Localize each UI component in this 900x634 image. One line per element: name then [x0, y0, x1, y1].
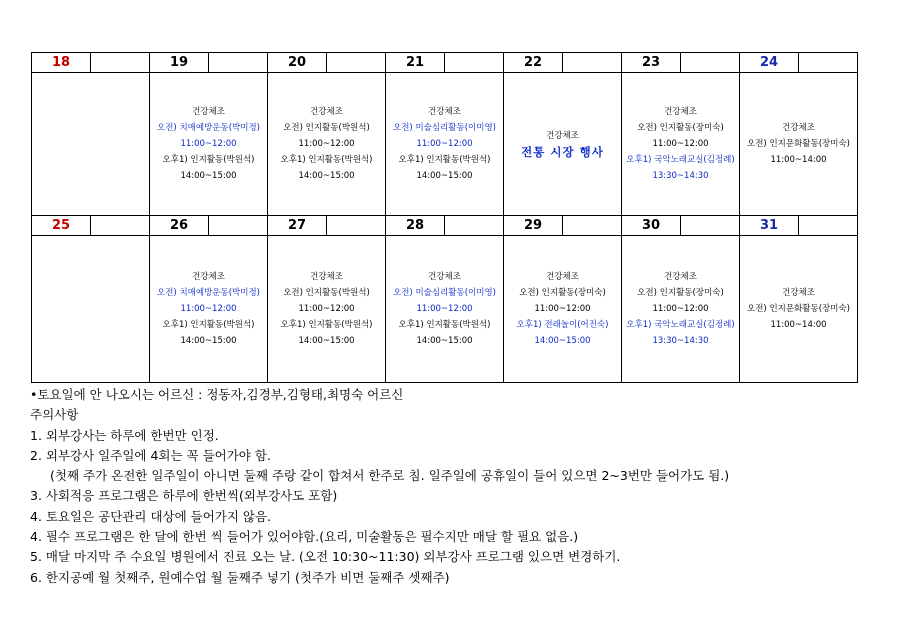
activity-line: 오전) 인지활동(장미숙)	[519, 288, 606, 298]
day-cell	[268, 73, 386, 216]
note-item: 5. 매달 마지막 주 수요일 병원에서 진료 오는 날. (오전 10:30~11:30) 외부강사 프로그램 있으면 변경하기.	[30, 549, 621, 565]
activity-line: 오전) 치매예방운동(박미정)	[157, 288, 260, 298]
day-cell	[32, 236, 150, 383]
activity-line: 11:00~12:00	[652, 139, 709, 149]
day-number: 27	[268, 216, 327, 236]
activity-title: 건강체조	[782, 288, 815, 298]
activity-line: 11:00~12:00	[180, 304, 237, 314]
activity-line: 14:00~15:00	[180, 336, 237, 346]
day-number: 19	[150, 53, 209, 73]
note-item: (첫째 주가 온전한 일주일이 아니면 둘째 주랑 같이 합쳐서 한주로 침. 일주일에 공휴일이 들어 있으면 2~3번만 들어가도 됨.)	[50, 468, 730, 484]
activity-line: 오전) 인지활동(박원석)	[283, 123, 370, 133]
notes-heading: 주의사항	[30, 407, 79, 423]
activity-line: 오전) 인지활동(장미숙)	[637, 123, 724, 133]
day-number: 23	[622, 53, 681, 73]
activity-line: 11:00~12:00	[652, 304, 709, 314]
activity-line: 오후1) 인지활동(박원석)	[398, 155, 491, 165]
day-header-blank	[327, 216, 386, 236]
activity-line: 오후1) 인지활동(박원석)	[162, 155, 255, 165]
week-header-row	[32, 216, 858, 236]
activity-line: 오후1) 인지활동(박원석)	[162, 320, 255, 330]
note-item: 1. 외부강사는 하루에 한번만 인정.	[30, 427, 219, 443]
activity-line: 오전) 치매예방운동(박미정)	[157, 123, 260, 133]
notes-section	[30, 385, 729, 588]
activity-line: 11:00~12:00	[298, 139, 355, 149]
activity-line: 오전) 인지문화활동(장미숙)	[747, 304, 850, 314]
activity-line: 오후1) 전래놀이(어진숙)	[516, 320, 609, 330]
day-header-blank	[91, 216, 150, 236]
day-number: 22	[504, 53, 563, 73]
activity-title: 건강체조	[428, 107, 461, 117]
day-number: 30	[622, 216, 681, 236]
week-body-row	[32, 236, 858, 383]
activity-title: 건강체조	[664, 272, 697, 282]
day-header-blank	[327, 53, 386, 73]
day-number: 25	[32, 216, 91, 236]
activity-title: 건강체조	[310, 107, 343, 117]
day-number: 28	[386, 216, 445, 236]
week-header-row	[32, 53, 858, 73]
activity-line: 13:30~14:30	[652, 336, 709, 346]
activity-title: 건강체조	[546, 131, 579, 141]
day-cell	[386, 73, 504, 216]
activity-line: 전통 시장 행사	[521, 145, 604, 159]
activity-line: 14:00~15:00	[416, 336, 473, 346]
activity-line: 11:00~12:00	[416, 304, 473, 314]
note-item: 2. 외부강사 일주일에 4회는 꼭 들어가야 함.	[30, 447, 271, 463]
activity-line: 오전) 미술심리활동(이미영)	[393, 288, 496, 298]
activity-line: 14:00~15:00	[416, 171, 473, 181]
day-cell	[622, 236, 740, 383]
activity-line: 11:00~12:00	[298, 304, 355, 314]
day-number: 21	[386, 53, 445, 73]
activity-title: 건강체조	[192, 107, 225, 117]
activity-line: 11:00~14:00	[770, 320, 827, 330]
activity-line: 11:00~12:00	[534, 304, 591, 314]
activity-line: 오전) 미술심리활동(이미영)	[393, 123, 496, 133]
saturday-absent-note: •토요일에 안 나오시는 어르신 : 정동자,김경부,김형태,최명숙 어르신	[30, 387, 404, 402]
activity-line: 14:00~15:00	[534, 336, 591, 346]
note-item: 6. 한지공예 월 첫째주, 원예수업 월 둘째주 넣기 (첫주가 비면 둘째주 셋째주)	[30, 569, 450, 585]
day-cell	[622, 73, 740, 216]
activity-line: 오전) 인지문화활동(장미숙)	[747, 139, 850, 149]
day-number: 29	[504, 216, 563, 236]
day-cell	[504, 236, 622, 383]
note-item: 4. 토요일은 공단관리 대상에 들어가지 않음.	[30, 508, 272, 524]
activity-title: 건강체조	[546, 272, 579, 282]
day-number: 31	[740, 216, 799, 236]
activity-line: 오전) 인지활동(박원석)	[283, 288, 370, 298]
activity-title: 건강체조	[782, 123, 815, 133]
day-header-blank	[563, 53, 622, 73]
day-header-blank	[799, 216, 858, 236]
activity-line: 14:00~15:00	[298, 171, 355, 181]
activity-line: 오전) 인지활동(장미숙)	[637, 288, 724, 298]
activity-title: 건강체조	[428, 272, 461, 282]
activity-line: 오후1) 인지활동(박원석)	[280, 320, 373, 330]
activity-title: 건강체조	[192, 272, 225, 282]
day-header-blank	[209, 216, 268, 236]
day-cell	[268, 236, 386, 383]
activity-line: 13:30~14:30	[652, 171, 709, 181]
activity-line: 오후1) 국악노래교실(김정례)	[626, 320, 735, 330]
day-cell	[386, 236, 504, 383]
day-header-blank	[445, 53, 504, 73]
week-body-row	[32, 73, 858, 216]
note-item: 3. 사회적응 프로그램은 하루에 한번씩(외부강사도 포함)	[30, 488, 338, 504]
activity-title: 건강체조	[310, 272, 343, 282]
day-header-blank	[91, 53, 150, 73]
activity-title: 건강체조	[664, 107, 697, 117]
day-header-blank	[681, 53, 740, 73]
activity-line: 오후1) 국악노래교실(김정례)	[626, 155, 735, 165]
day-cell	[740, 236, 858, 383]
activity-line: 14:00~15:00	[180, 171, 237, 181]
activity-line: 14:00~15:00	[298, 336, 355, 346]
activity-line: 11:00~12:00	[180, 139, 237, 149]
day-header-blank	[799, 53, 858, 73]
activity-line: 11:00~14:00	[770, 155, 827, 165]
day-cell	[504, 73, 622, 216]
day-cell	[150, 73, 268, 216]
day-number: 20	[268, 53, 327, 73]
day-cell	[150, 236, 268, 383]
day-header-blank	[681, 216, 740, 236]
activity-line: 11:00~12:00	[416, 139, 473, 149]
day-number: 24	[740, 53, 799, 73]
day-header-blank	[209, 53, 268, 73]
day-number: 26	[150, 216, 209, 236]
day-header-blank	[445, 216, 504, 236]
activity-line: 오후1) 인지활동(박원석)	[280, 155, 373, 165]
day-number: 18	[32, 53, 91, 73]
day-header-blank	[563, 216, 622, 236]
day-cell	[740, 73, 858, 216]
day-cell	[32, 73, 150, 216]
activity-line: 오후1) 인지활동(박원석)	[398, 320, 491, 330]
schedule-calendar	[31, 52, 858, 383]
note-item: 4. 필수 프로그램은 한 달에 한번 씩 들어가 있어야함.(요리, 미술활동은 필수지만 매달 할 필요 없음.)	[30, 529, 579, 545]
